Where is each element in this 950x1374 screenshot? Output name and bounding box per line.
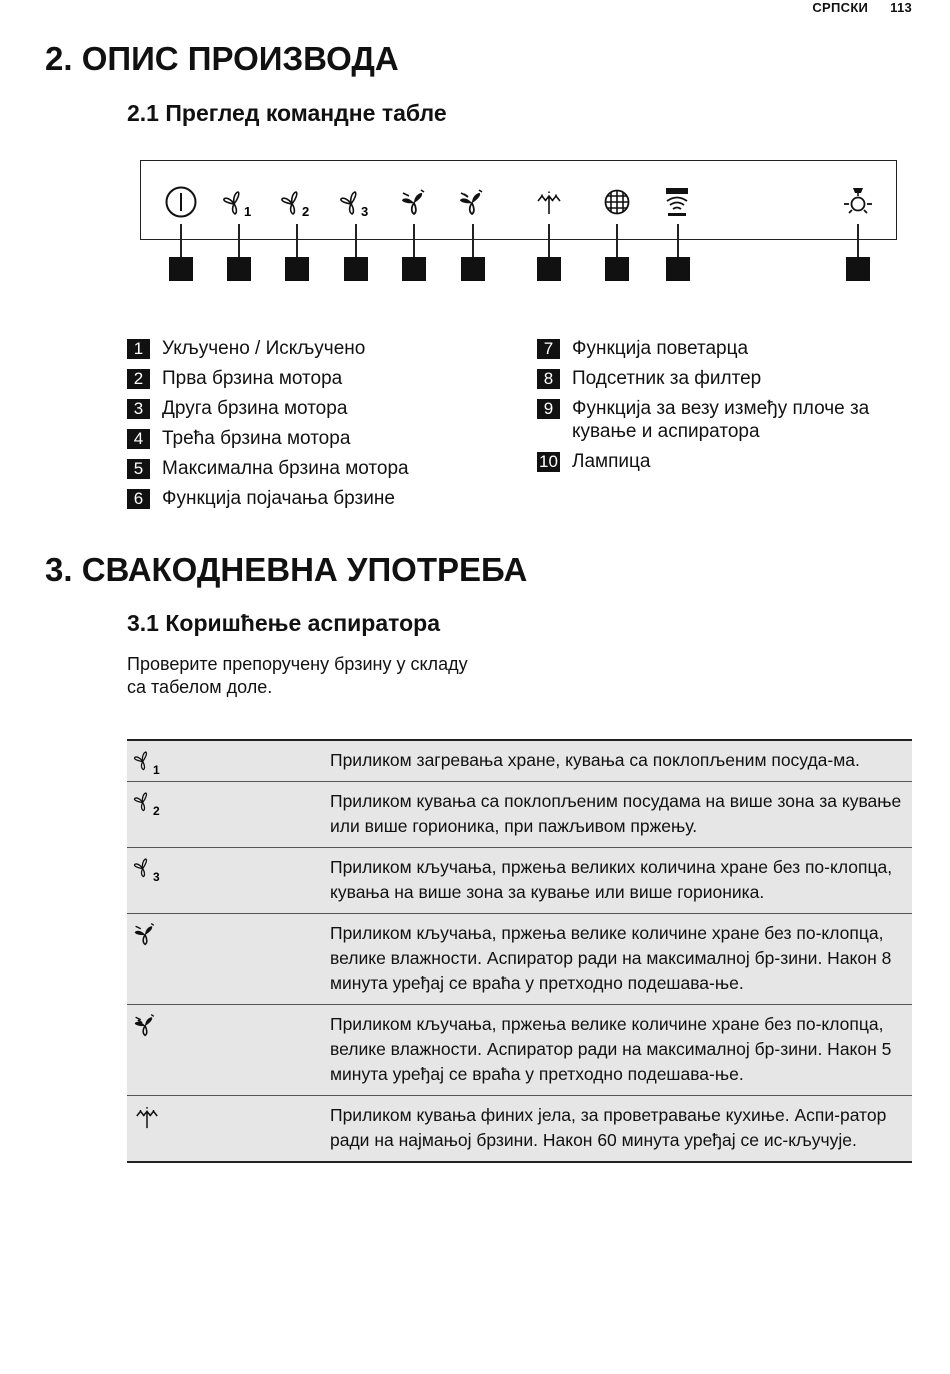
section-2-1-title: 2.1 Преглед командне табле [127,100,447,126]
page-header [794,0,912,15]
table-icon-cell [127,1005,330,1095]
legend-item [127,427,517,450]
fan-max-icon [133,921,163,949]
legend-left [127,337,517,517]
breeze-icon [133,1103,163,1131]
leader-line [616,224,618,258]
svg-text:2: 2 [153,804,160,817]
callout-marker [605,257,629,281]
leader-line [355,224,357,258]
table-row [127,741,912,782]
legend-text: Друга брзина мотора [162,398,348,419]
table-row [127,1096,912,1163]
legend-number: 6 [127,489,150,509]
leader-line [677,224,679,258]
legend-item [537,450,912,473]
language-label: СРПСКИ [812,0,869,15]
callout-marker [344,257,368,281]
legend-text: Трећа брзина мотора [162,428,351,449]
legend-item [537,337,912,360]
section-3-title: 3. СВАКОДНЕВНА УПОТРЕБА [45,551,528,588]
legend-item [127,457,517,480]
legend-text: Укључено / Искључено [162,338,366,359]
fan-boost-icon [456,185,492,219]
table-text-cell: Приликом кувања финих јела, за проветравање кухиње. Аспи-ратор ради на најмањој брзини. Након 60 минута уређај се ис-кључује. [330,1105,887,1150]
fan-speed-1-icon [222,185,258,219]
svg-text:3: 3 [153,870,160,883]
legend-number: 3 [127,399,150,419]
legend-text: Прва брзина мотора [162,368,343,389]
fan-speed-2-icon [133,789,163,817]
svg-text:1: 1 [153,763,160,776]
fan-max-icon [398,185,434,219]
legend-text: Лампица [572,451,651,472]
legend-text: Максимална брзина мотора [162,458,409,479]
legend-item [127,397,517,420]
fan-speed-1-icon [133,748,163,776]
callout-marker [227,257,251,281]
hob-hood-wifi-icon [659,185,695,219]
breeze-icon [532,185,568,219]
leader-line [296,224,298,258]
callout-marker [461,257,485,281]
callout-marker [666,257,690,281]
leader-line [238,224,240,258]
table-row [127,848,912,914]
lamp-icon [840,185,876,219]
legend-number: 7 [537,339,560,359]
table-row [127,782,912,848]
table-icon-cell [127,782,330,847]
section-3-1-title: 3.1 Коришћење аспиратора [127,610,440,636]
legend-number: 10 [537,452,560,472]
leader-line [548,224,550,258]
legend-number: 2 [127,369,150,389]
legend-number: 5 [127,459,150,479]
leader-line [857,224,859,258]
callout-marker [537,257,561,281]
table-icon-cell [127,1096,330,1161]
legend-number: 8 [537,369,560,389]
legend-item [127,337,517,360]
leader-line [472,224,474,258]
leader-line [180,224,182,258]
table-row [127,914,912,1005]
fan-boost-icon [133,1012,163,1040]
legend-text: Функција појачања брзине [162,488,395,509]
legend-right [537,337,912,480]
fan-speed-3-icon [133,855,163,883]
legend-item [127,487,517,510]
filter-grid-icon [599,185,635,219]
legend-number: 1 [127,339,150,359]
legend-item [127,367,517,390]
table-row [127,1005,912,1096]
callout-marker [285,257,309,281]
section-2-title: 2. ОПИС ПРОИЗВОДА [45,40,399,77]
svg-text:3: 3 [361,204,369,219]
fan-speed-3-icon [339,185,375,219]
table-text-cell: Приликом кувања са поклопљеним посудама на више зона за кување или више горионика, при пажљивом пржењу. [330,791,902,836]
power-icon [163,185,199,219]
legend-number: 4 [127,429,150,449]
table-icon-cell [127,914,330,1004]
table-text-cell: Приликом кључања, пржења велике количине хране без по-клопца, велике влажности. Аспиратор ради на максималној бр-зини. Након 8 минута уређај се враћа у претходно подешава-ње. [330,923,892,993]
table-icon-cell [127,741,330,781]
legend-text: Функција поветарца [572,338,749,359]
legend-item [537,367,912,390]
svg-text:2: 2 [302,204,310,219]
table-text-cell: Приликом загревања хране, кувања са поклопљеним посуда-ма. [330,750,860,770]
legend-text: Подсетник за филтер [572,368,762,389]
speed-table [127,739,912,1163]
fan-speed-2-icon [280,185,316,219]
callout-marker [402,257,426,281]
callout-marker [846,257,870,281]
legend-item [537,397,912,443]
table-icon-cell [127,848,330,913]
intro-paragraph: Проверите препоручену брзину у складу са табелом доле. [127,654,468,697]
svg-text:1: 1 [244,204,252,219]
legend-number: 9 [537,399,560,419]
table-text-cell: Приликом кључања, пржења велике количине хране без по-клопца, велике влажности. Аспиратор ради на максималној бр-зини. Након 5 минута уређај се враћа у претходно подешава-ње. [330,1014,892,1084]
table-text-cell: Приликом кључања, пржења великих количина хране без по-клопца, кувања на више зона за кување или више горионика. [330,857,893,902]
page-number: 113 [890,0,912,15]
legend-text: Функција за везу између плоче за кување и аспиратора [572,398,870,442]
callout-marker [169,257,193,281]
leader-line [413,224,415,258]
